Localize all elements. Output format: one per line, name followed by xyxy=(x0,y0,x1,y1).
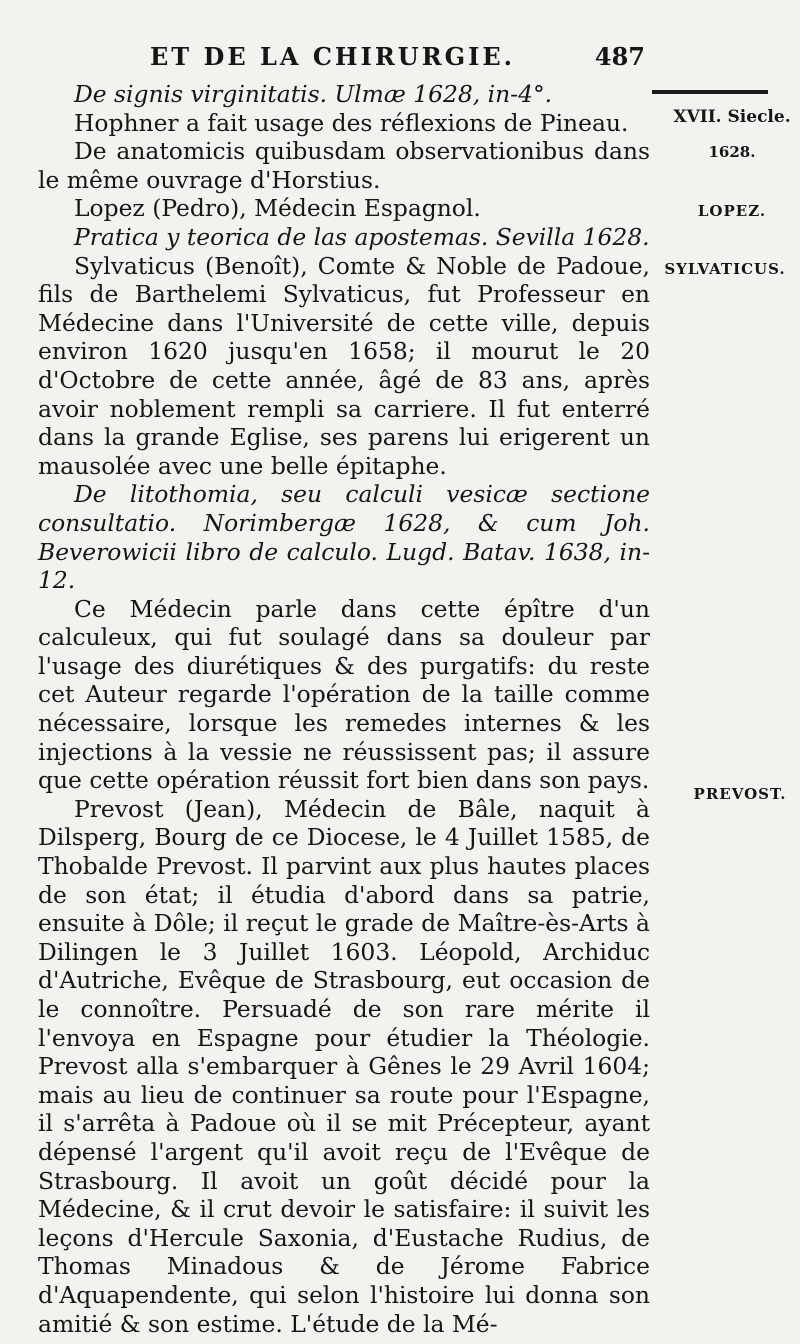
paragraph-de-anatomicis: De anatomicis quibusdam observationibus dans le même ouvrage d'Horstius. xyxy=(38,137,650,194)
margin-note-year: 1628. xyxy=(708,143,756,161)
paragraph-title-de-signis: De signis virginitatis. Ulmæ 1628, in-4°. xyxy=(74,80,553,108)
margin-note-lopez: LOPEZ. xyxy=(697,202,767,220)
body-text xyxy=(38,80,650,1338)
paragraph-calculeux: Ce Médecin parle dans cette épître d'un calculeux, qui fut soulagé dans sa douleur par l'usage des diurétiques & des purgatifs: du reste cet Auteur regarde l'opération de la taille comme nécessaire, lorsque les remedes internes & les injections à la vessie ne réussissent pas; il assure que cette opération réussit fort bien dans son pays. xyxy=(38,594,650,795)
page-header xyxy=(150,42,645,71)
margin-note-prevost: PREVOST. xyxy=(693,785,787,803)
margin-note-sylvaticus: SYLVATICUS. xyxy=(664,260,786,278)
paragraph-hophner: Hophner a fait usage des réflexions de Pineau. xyxy=(74,108,629,137)
paragraph-title-pratica: Pratica y teorica de las apostemas. Sevilla 1628. xyxy=(74,222,650,251)
paragraph-sylvaticus: Sylvaticus (Benoît), Comte & Noble de Padoue, fils de Barthelemi Sylvaticus, fut Professeur en Médecine dans l'Université de cette ville, depuis environ 1620 jusqu'en 1658; il mourut le 20 d'Octobre de cette année, âgé de 83 ans, après avoir noblement rempli sa carriere. Il fut enterré dans la grande Eglise, ses parens lui erigerent un mausolée avec une belle épitaphe. xyxy=(38,251,650,480)
paragraph-prevost: Prevost (Jean), Médecin de Bâle, naquit à Dilsperg, Bourg de ce Diocese, le 4 Juillet 1585, de Thobalde Prevost. Il parvint aux plus hautes places de son état; il étudia d'abord dans sa patrie, ensuite à Dôle; il reçut le grade de Maître-ès-Arts à Dilingen le 3 Juillet 1603. Léopold, Archiduc d'Autriche, Evêque de Strasbourg, eut occasion de le connoître. Persuadé de son rare mérite il l'envoya en Espagne pour étudier la Théologie. Prevost alla s'embarquer à Gênes le 29 Avril 1604; mais au lieu de continuer sa route pour l'Espagne, il s'arrêta à Padoue où il se mit Précepteur, ayant dépensé l'argent qu'il avoit reçu de l'Evêque de Strasbourg. Il avoit un goût décidé pour la Médecine, & il crut devoir le satisfaire: il suivit les leçons d'Hercule Saxonia, d'Eustache Rudius, de Thomas Minadous & de Jérome Fabrice d'Aquapendente, qui selon l'histoire lui donna son amitié & son estime. L'étude de la Mé- xyxy=(38,794,650,1338)
running-title: ET DE LA CHIRURGIE. xyxy=(150,42,516,71)
margin-rule xyxy=(652,90,768,94)
paragraph-title-de-litothomia: De litothomia, seu calculi vesicæ sectione consultatio. Norimbergæ 1628, & cum Joh. Beverowicii libro de calculo. Lugd. Batav. 1638, in-12. xyxy=(38,480,650,595)
page-number: 487 xyxy=(594,42,645,71)
paragraph-lopez: Lopez (Pedro), Médecin Espagnol. xyxy=(74,194,481,223)
margin-note-century: XVII. Siecle. xyxy=(673,107,791,127)
